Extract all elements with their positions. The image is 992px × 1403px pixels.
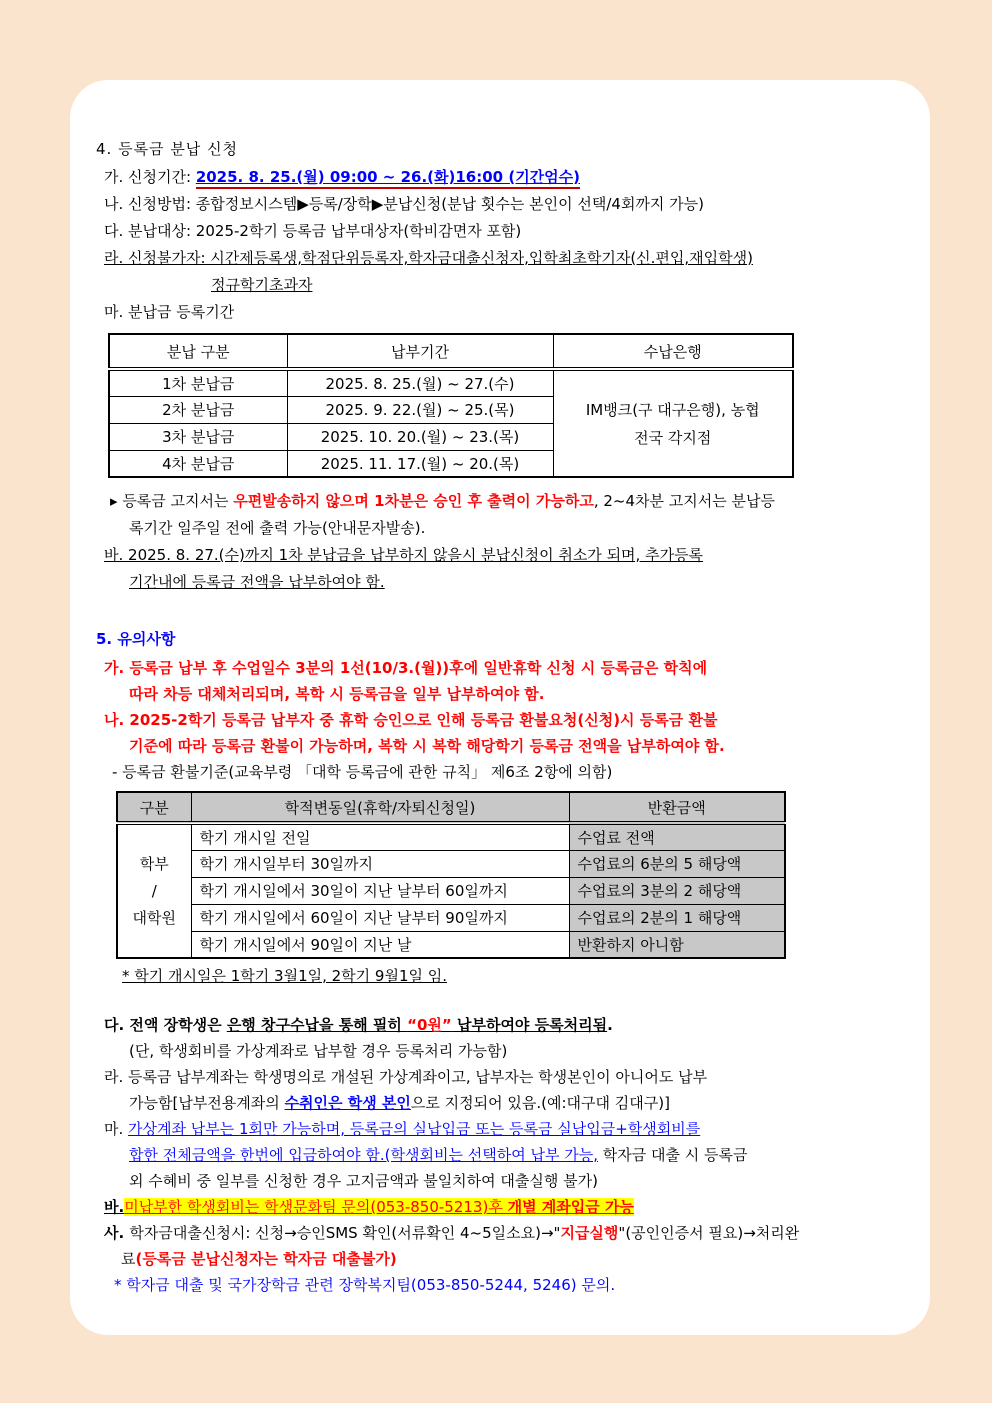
- bill-notice-line-2: 록기간 일주일 전에 출력 가능(안내문자발송).: [129, 519, 426, 537]
- bullet-triangle-icon: ▸: [110, 492, 118, 510]
- refund-row: [117, 904, 785, 931]
- recipient-emphasis: 수취인은 학생 본인: [284, 1094, 411, 1112]
- refund-basis-line: - 등록금 환불기준(교육부령 「대학 등록금에 관한 규칙」 제6조 2항에 의함): [112, 763, 613, 781]
- installment-label: 3차 분납금: [109, 423, 287, 450]
- leave-notice-line-2: 따라 차등 대체처리되며, 복학 시 등록금을 일부 납부하여야 함.: [129, 685, 545, 703]
- application-period-value: 2025. 8. 25.(월) 09:00 ~ 26.(화)16:00 (기간엄수): [196, 168, 580, 189]
- refund-amount: 수업료의 2분의 1 해당액: [569, 904, 785, 931]
- zero-won-text: “0원”: [407, 1016, 452, 1034]
- refund-amount: 수업료 전액: [569, 823, 785, 850]
- installment-label: 4차 분납금: [109, 450, 287, 477]
- installment-header-bank: 수납은행: [553, 334, 793, 369]
- loan-application-line-1: 사. 학자금대출신청시: 신청→승인SMS 확인(서류확인 4~5일소요)→"지급실행"(공인인증서 필요)→처리완: [104, 1224, 800, 1242]
- unpaid-fee-highlight: 미납부한 학생회비는 학생문화팀 문의(053-850-5213)후 개별 계좌입금 가능: [124, 1198, 634, 1216]
- application-period-line: [96, 164, 904, 191]
- refund-notice-line-2: 기준에 따라 등록금 환불이 가능하며, 복학 시 복학 해당학기 등록금 전액을 납부하여야 함.: [129, 737, 725, 755]
- refund-header-change-date: 학적변동일(휴학/자퇴신청일): [191, 792, 569, 823]
- installment-table-header-row: [109, 334, 793, 369]
- full-scholarship-line: 다. 전액 장학생은 은행 창구수납을 통해 필히 “0원” 납부하여야 등록처리됨.: [104, 1016, 613, 1034]
- refund-row: [117, 877, 785, 904]
- unpaid-fee-line: 바.미납부한 학생회비는 학생문화팀 문의(053-850-5213)후 개별 계좌입금 가능: [104, 1198, 634, 1216]
- refund-notice-line-1: 나. 2025-2학기 등록금 납부자 중 휴학 승인으로 인해 등록금 환불요청(신청)시 등록금 환불: [104, 711, 718, 729]
- refund-change-date: 학기 개시일에서 30일이 지난 날부터 60일까지: [191, 877, 569, 904]
- semester-start-footnote: * 학기 개시일은 1학기 3월1일, 2학기 9월1일 임.: [122, 967, 448, 985]
- refund-header-category: 구분: [117, 792, 191, 823]
- refund-table-header-row: [117, 792, 785, 823]
- installment-header-period: 납부기간: [287, 334, 553, 369]
- virtual-account-line-1: 마. 가상계좌 납부는 1회만 가능하며, 등록금의 실납입금 또는 등록금 실납입금+학생회비를: [104, 1120, 701, 1138]
- loan-contact-line: * 학자금 대출 및 국가장학금 관련 장학복지팀(053-850-5244, 5246) 문의.: [114, 1276, 616, 1294]
- bank-line-1: IM뱅크(구 대구은행), 농협: [585, 400, 760, 419]
- payment-account-line-2: 가능함[납부전용계좌의 수취인은 학생 본인으로 지정되어 있음.(예:대구대 김대구)]: [129, 1094, 670, 1112]
- refund-row: [117, 931, 785, 958]
- bill-notice-line-1: ▸ 등록금 고지서는 우편발송하지 않으며 1차분은 승인 후 출력이 가능하고, 2~4차분 고지서는 분납등: [110, 492, 775, 510]
- section5-title: 5. 유의사항: [96, 630, 176, 648]
- bank-line-2: 전국 각지점: [634, 428, 712, 447]
- application-period-label: 가. 신청기간:: [104, 168, 196, 186]
- virtual-account-line-2: 합한 전체금액을 한번에 입금하여야 함.(학생회비는 선택하여 납부 가능, 학자금 대출 시 등록금: [129, 1146, 748, 1164]
- refund-amount: 반환하지 아니함: [569, 931, 785, 958]
- installment-period-heading: 마. 분납금 등록기간: [104, 303, 235, 321]
- installment-table: [108, 333, 794, 478]
- installment-period: 2025. 10. 20.(월) ~ 23.(목): [287, 423, 553, 450]
- ineligible-line-2: 정규학기초과자: [211, 276, 313, 294]
- installment-row: [109, 369, 793, 396]
- scholarship-sub-line: (단, 학생회비를 가상계좌로 납부할 경우 등록처리 가능함): [129, 1042, 508, 1060]
- refund-change-date: 학기 개시일에서 60일이 지난 날부터 90일까지: [191, 904, 569, 931]
- loan-application-line-2: 료(등록금 분납신청자는 학자금 대출불가): [121, 1250, 397, 1268]
- refund-row: [117, 850, 785, 877]
- bank-cell: [553, 369, 793, 477]
- installment-header-category: 분납 구분: [109, 334, 287, 369]
- payment-account-line-1: 라. 등록금 납부계좌는 학생명의로 개설된 가상계좌이고, 납부자는 학생본인이 아니어도 납부: [104, 1068, 708, 1086]
- installment-label: 1차 분납금: [109, 369, 287, 396]
- refund-change-date: 학기 개시일 전일: [191, 823, 569, 850]
- section4-title: 4. 등록금 분납 신청: [96, 140, 239, 158]
- refund-change-date: 학기 개시일에서 90일이 지난 날: [191, 931, 569, 958]
- installment-target-line: 다. 분납대상: 2025-2학기 등록금 납부대상자(학비감면자 포함): [104, 222, 522, 240]
- refund-row: [117, 823, 785, 850]
- document-card: [70, 80, 930, 1335]
- cancel-notice-line-2: 기간내에 등록금 전액을 납부하여야 함.: [129, 573, 385, 591]
- leave-notice-line-1: 가. 등록금 납부 후 수업일수 3분의 1선(10/3.(월))후에 일반휴학 신청 시 등록금은 학칙에: [104, 659, 708, 677]
- ineligible-line-1: 라. 신청불가자: 시간제등록생,학점단위등록자,학자금대출신청자,입학최초학기자(신.편입,재입학생): [104, 249, 753, 267]
- refund-header-amount: 반환금액: [569, 792, 785, 823]
- installment-period: 2025. 9. 22.(월) ~ 25.(목): [287, 396, 553, 423]
- cancel-notice-line-1: 바. 2025. 8. 27.(수)까지 1차 분납금을 납부하지 않을시 분납신청이 취소가 되며, 추가등록: [104, 546, 704, 564]
- installment-period: 2025. 8. 25.(월) ~ 27.(수): [287, 369, 553, 396]
- refund-amount: 수업료의 6분의 5 해당액: [569, 850, 785, 877]
- refund-amount: 수업료의 3분의 2 해당액: [569, 877, 785, 904]
- refund-change-date: 학기 개시일부터 30일까지: [191, 850, 569, 877]
- loan-execute-text: 지급실행: [560, 1224, 619, 1242]
- refund-table: [116, 791, 786, 959]
- installment-label: 2차 분납금: [109, 396, 287, 423]
- application-method-line: 나. 신청방법: 종합정보시스템▶등록/장학▶분납신청(분납 횟수는 본인이 선택/4회까지 가능): [104, 195, 705, 213]
- virtual-account-line-3: 외 수혜비 중 일부를 신청한 경우 고지금액과 불일치하여 대출실행 불가): [129, 1172, 598, 1190]
- installment-period: 2025. 11. 17.(월) ~ 20.(목): [287, 450, 553, 477]
- refund-group-cell: 학부 / 대학원: [117, 823, 191, 958]
